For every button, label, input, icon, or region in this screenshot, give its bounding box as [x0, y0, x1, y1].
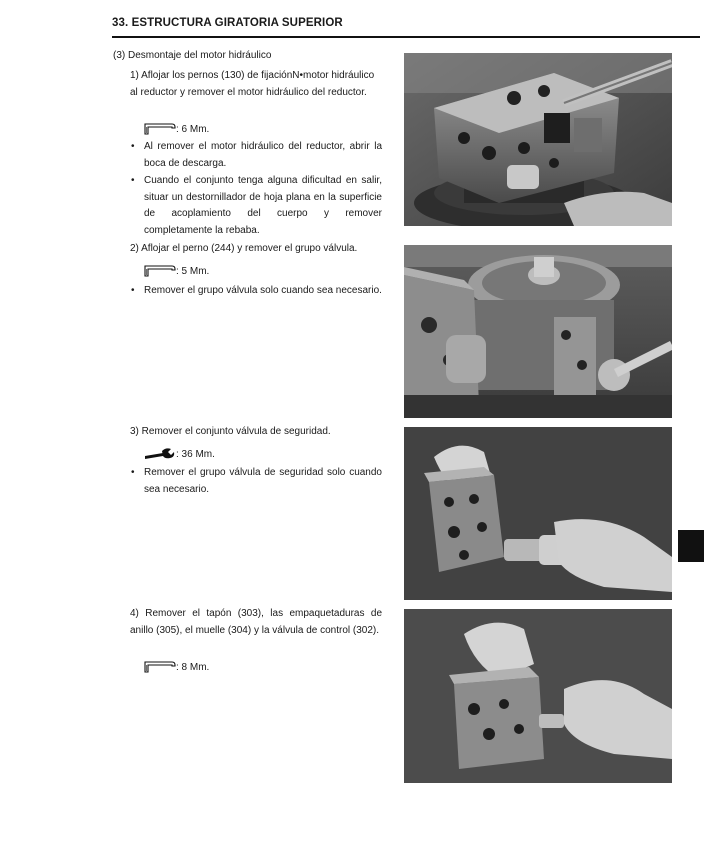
step-1-text: 1) Aflojar los pernos (130) de fijaciónN•motor hidráulico al reductor y remover el motor hidráulico del reductor.	[130, 70, 375, 98]
photo-safety-valve-removal	[404, 427, 672, 600]
section-heading: (3) Desmontaje del motor hidráulico	[113, 50, 272, 61]
step-4-tool	[144, 659, 209, 675]
step-3-tool-size: : 36 Mm.	[176, 448, 215, 460]
bullet-text: Remover el grupo válvula de seguridad solo cuando sea necesario.	[144, 467, 382, 495]
header-rule	[112, 36, 700, 38]
bullet-dot: •	[131, 141, 135, 152]
bullet-screwdriver	[130, 173, 382, 239]
step-4-tool-size: : 8 Mm.	[176, 661, 210, 673]
photo-valve-group-removal	[404, 245, 672, 418]
wrench-icon	[144, 447, 176, 461]
step-2-tool-size: : 5 Mm.	[176, 265, 210, 277]
step-3-text: 3) Remover el conjunto válvula de seguridad.	[130, 426, 331, 437]
step-4-text: 4) Remover el tapón (303), las empaquetaduras de anillo (305), el muelle (304) y la válvula de control (302).	[130, 608, 382, 636]
hex-key-icon	[144, 264, 176, 278]
step-1-tool-size: : 6 Mm.	[176, 123, 210, 135]
bullet-dot: •	[131, 467, 135, 478]
step-1-tool	[144, 121, 209, 137]
photo-control-valve-removal	[404, 609, 672, 783]
step-2-tool	[144, 263, 209, 279]
bullet-text: Remover el grupo válvula solo cuando sea necesario.	[144, 285, 382, 296]
page-title: 33. ESTRUCTURA GIRATORIA SUPERIOR	[112, 17, 343, 29]
bullet-valve-group	[130, 283, 382, 300]
hex-key-icon	[144, 660, 176, 674]
bullet-text: Cuando el conjunto tenga alguna dificultad en salir, situar un destornillador de hoja plana en la superficie de acoplamiento del cuerpo y remover completamente la rebaba.	[144, 175, 382, 236]
bullet-dot: •	[131, 285, 135, 296]
photo-hydraulic-motor-removal	[404, 53, 672, 226]
bullet-discharge-port	[130, 139, 382, 172]
chapter-tab	[678, 530, 704, 562]
bullet-safety-valve	[130, 465, 382, 498]
step-3-tool	[144, 446, 215, 462]
bullet-text: Al remover el motor hidráulico del reductor, abrir la boca de descarga.	[144, 141, 382, 169]
step-2-text: 2) Aflojar el perno (244) y remover el grupo válvula.	[130, 243, 358, 254]
hex-key-icon	[144, 122, 176, 136]
bullet-dot: •	[131, 175, 135, 186]
